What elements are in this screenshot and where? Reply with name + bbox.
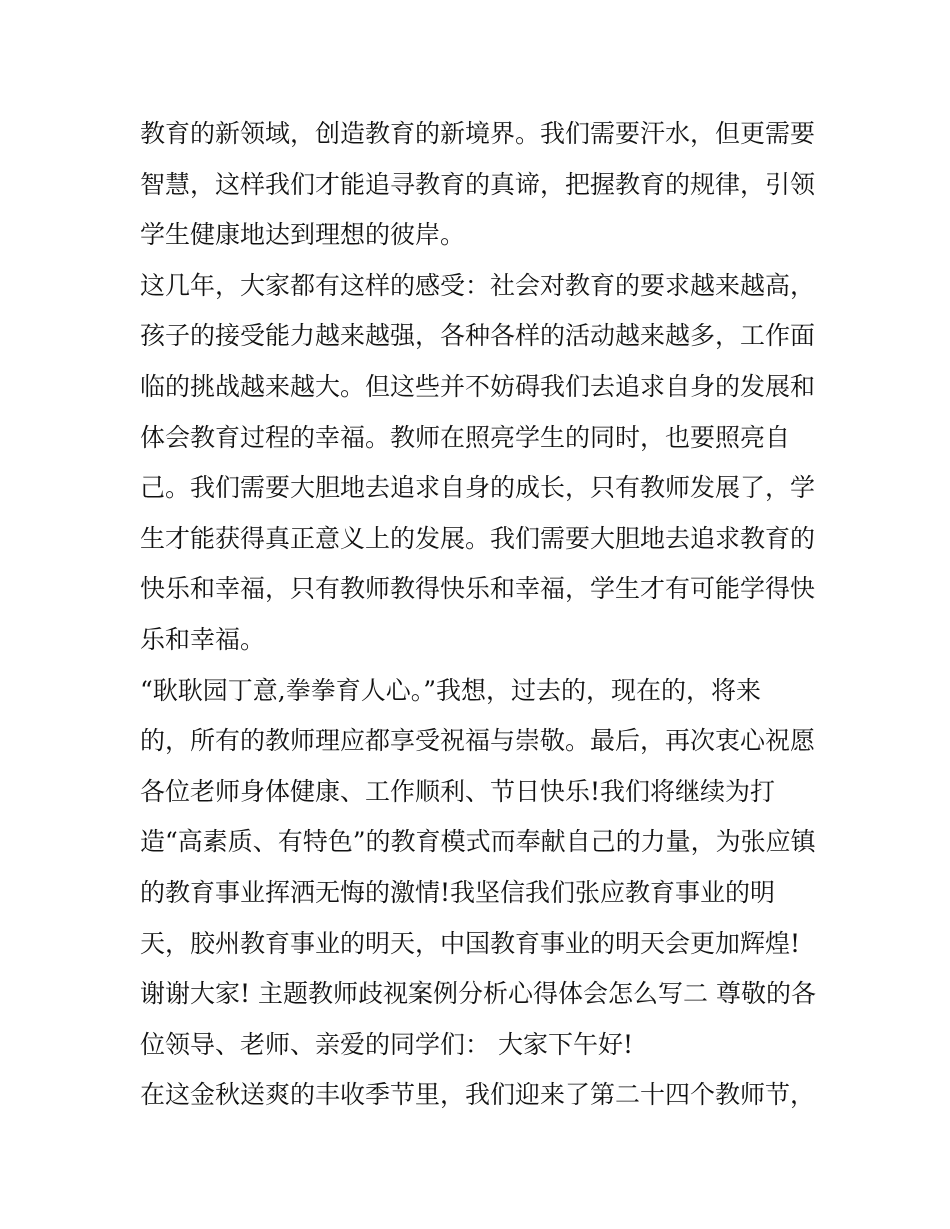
text-line: 学生健康地达到理想的彼岸。: [140, 220, 466, 250]
text-line: 生才能获得真正意义上的发展。我们需要大胆地去追求教育的: [140, 523, 816, 553]
text-line: 快乐和幸福，只有教师教得快乐和幸福，学生才有可能学得快: [140, 574, 816, 604]
text-line: 乐和幸福。: [140, 624, 266, 654]
text-line: 智慧，这样我们才能追寻教育的真谛，把握教育的规律，引领: [140, 169, 816, 199]
text-line: 各位老师身体健康、工作顺利、节日快乐!我们将继续为打: [140, 776, 776, 806]
text-line: 造“高素质、有特色”的教育模式而奉献自己的力量，为张应镇: [140, 827, 816, 857]
text-line: “耿耿园丁意,拳拳育人心。”我想，过去的，现在的，将来: [140, 675, 762, 705]
text-line: 体会教育过程的幸福。教师在照亮学生的同时，也要照亮自: [140, 422, 791, 452]
text-line: 己。我们需要大胆地去追求自身的成长，只有教师发展了，学: [140, 473, 816, 503]
text-line: 谢谢大家! 主题教师歧视案例分析心得体会怎么写二 尊敬的各: [140, 979, 816, 1009]
text-line: 的教育事业挥洒无悔的激情!我坚信我们张应教育事业的明: [140, 877, 776, 907]
text-line: 位领导、老师、亲爱的同学们： 大家下午好!: [140, 1029, 633, 1059]
text-line: 这几年，大家都有这样的感受：社会对教育的要求越来越高，: [140, 270, 816, 300]
text-line: 天，胶州教育事业的明天，中国教育事业的明天会更加辉煌!: [140, 928, 801, 958]
text-line: 的，所有的教师理应都享受祝福与崇敬。最后，再次衷心祝愿: [140, 726, 816, 756]
text-line: 孩子的接受能力越来越强，各种各样的活动越来越多，工作面: [140, 321, 816, 351]
text-line: 临的挑战越来越大。但这些并不妨碍我们去追求自身的发展和: [140, 371, 816, 401]
body-text: [140, 109, 820, 1121]
text-line: 在这金秋送爽的丰收季节里，我们迎来了第二十四个教师节，: [140, 1080, 816, 1110]
text-line: 教育的新领域，创造教育的新境界。我们需要汗水，但更需要: [140, 119, 816, 148]
